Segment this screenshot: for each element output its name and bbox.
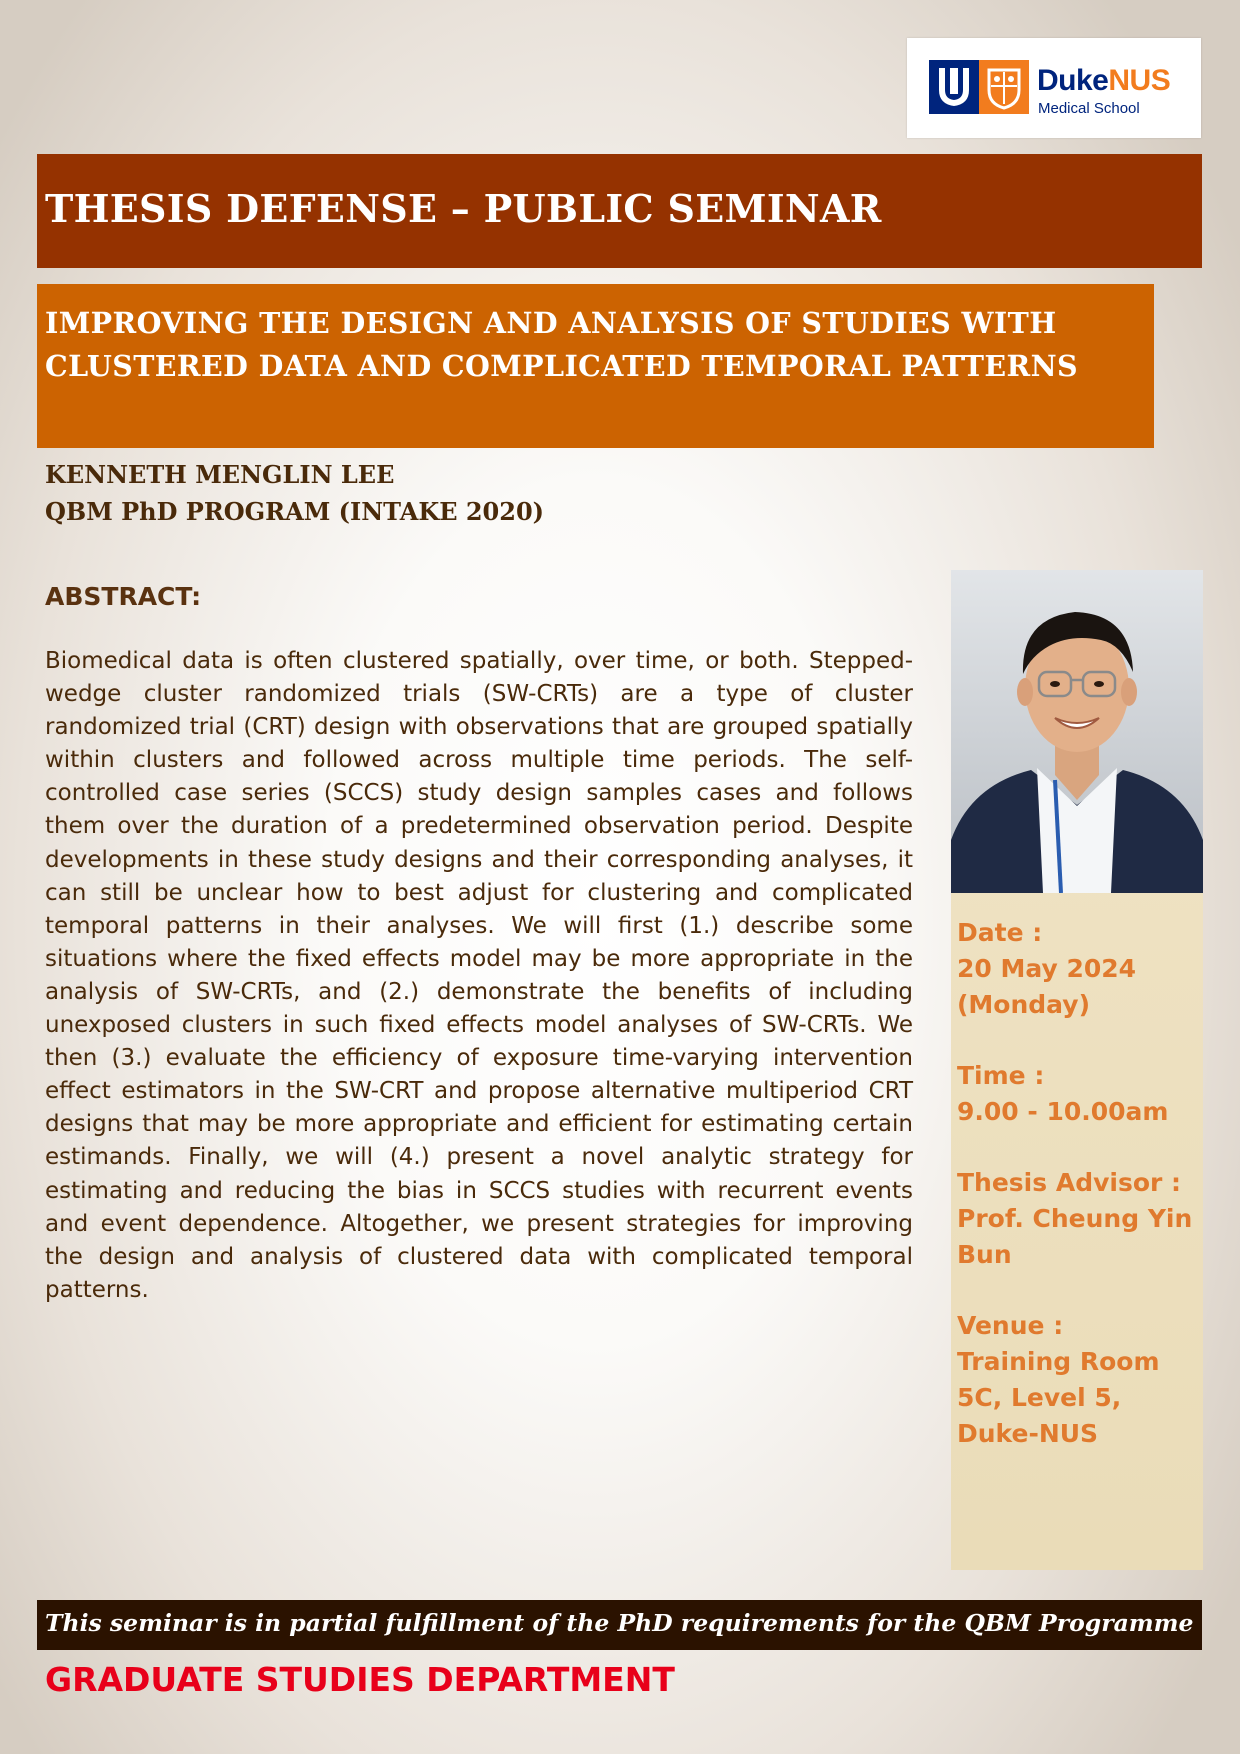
advisor-value: Prof. Cheung Yin Bun	[957, 1204, 1193, 1269]
venue-label: Venue :	[957, 1311, 1064, 1340]
venue-value: Training Room 5C, Level 5, Duke-NUS	[957, 1347, 1160, 1448]
footer-note: This seminar is in partial fulfillment of the PhD requirements for the QBM Programme	[45, 1609, 1194, 1637]
shield-u-icon	[929, 60, 979, 114]
page-title: THESIS DEFENSE – PUBLIC SEMINAR	[45, 186, 882, 231]
department-name: GRADUATE STUDIES DEPARTMENT	[45, 1660, 675, 1699]
date-block	[957, 915, 1197, 1023]
presenter-photo	[951, 570, 1203, 893]
duke-nus-logo	[907, 38, 1201, 138]
thesis-title: IMPROVING THE DESIGN AND ANALYSIS OF STUDIES WITH CLUSTERED DATA AND COMPLICATED TEMPORAL PATTERNS	[45, 306, 1079, 383]
advisor-block	[957, 1165, 1197, 1273]
time-label: Time :	[957, 1061, 1045, 1090]
logo-wordmark	[1037, 64, 1170, 98]
time-value: 9.00 - 10.00am	[957, 1097, 1169, 1126]
thesis-title-band	[37, 284, 1154, 448]
crest-icon	[979, 60, 1029, 114]
date-value: 20 May 2024	[957, 954, 1137, 983]
presenter-name: KENNETH MENGLIN LEE	[45, 460, 395, 489]
date-label: Date :	[957, 918, 1043, 947]
title-band	[37, 154, 1202, 268]
presenter-program: QBM PhD PROGRAM (INTAKE 2020)	[45, 497, 545, 526]
abstract-heading: ABSTRACT:	[45, 582, 202, 611]
advisor-label: Thesis Advisor :	[957, 1168, 1182, 1197]
date-day: (Monday)	[957, 990, 1090, 1019]
logo-name-accent: NUS	[1108, 64, 1171, 97]
abstract-body: Biomedical data is often clustered spatially, over time, or both. Stepped-wedge cluster randomized trials (SW-CRTs) are a type of cluster randomized trial (CRT) design with observations that are grouped spatially within clusters and followed across multiple time periods. The self-controlled case series (SCCS) study design samples cases and follows them over the duration of a predetermined observation period. Despite developments in these study designs and their corresponding analyses, it can still be unclear how to best adjust for clustering and complicated temporal patterns in their analyses. We will first (1.) describe some situations where the fixed effects model may be more appropriate in the analysis of SW-CRTs, and (2.) demonstrate the benefits of including unexposed clusters in such fixed effects model analyses of SW-CRTs. We then (3.) evaluate the efficiency of exposure time-varying intervention effect estimators in the SW-CRT and propose alternative multiperiod CRT designs that may be more appropriate and efficient for estimating certain estimands. Finally, we will (4.) present a novel analytic strategy for estimating and reducing the bias in SCCS studies with recurrent events and event dependence. Altogether, we present strategies for improving the design and analysis of clustered data with complicated temporal patterns.	[45, 648, 913, 1303]
footer-band	[37, 1600, 1202, 1650]
logo-subtitle: Medical School	[1038, 100, 1140, 117]
logo-name-main: Duke	[1037, 64, 1109, 97]
venue-block	[957, 1308, 1197, 1452]
event-details	[957, 915, 1197, 1487]
presenter-block	[45, 456, 544, 530]
time-block	[957, 1058, 1197, 1130]
